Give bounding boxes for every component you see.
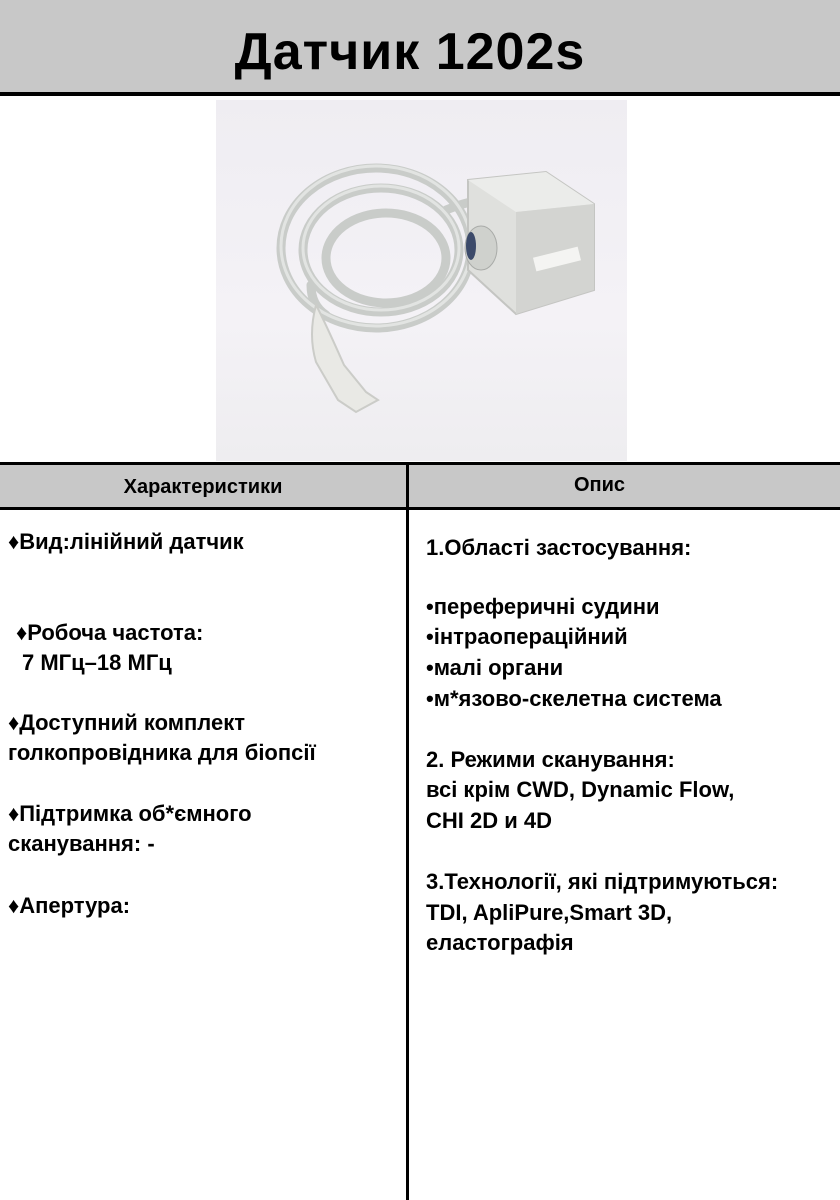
spec-frequency-value: 7 МГц–18 МГц — [22, 650, 172, 675]
header-description: Опис — [573, 474, 626, 496]
spec-volume-line1: ♦Підтримка об*ємного — [8, 801, 252, 826]
ultrasound-probe-image — [216, 100, 627, 461]
spec-frequency-label: ♦Робоча частота: — [16, 620, 204, 645]
areas-title: 1.Області застосування: — [426, 535, 692, 560]
page-title: Датчик 1202s — [234, 23, 586, 81]
area-item: •переферичні судини — [426, 594, 660, 619]
modes-line2: CHI 2D и 4D — [426, 808, 552, 833]
column-divider — [406, 462, 409, 1200]
modes-title: 2. Режими сканування: — [426, 747, 675, 772]
area-item: •малі органи — [426, 655, 564, 680]
spec-volume-line2: сканування: - — [8, 831, 155, 856]
probe-illustration — [216, 100, 627, 461]
area-item: •м*язово-скелетна система — [426, 686, 722, 711]
header-characteristics: Характеристики — [123, 476, 283, 498]
area-item: •інтраопераційний — [426, 624, 628, 649]
tech-title: 3.Технології, які підтримуються: — [426, 869, 779, 894]
spec-aperture: ♦Апертура: — [8, 893, 131, 918]
modes-line1: всі крім CWD, Dynamic Flow, — [426, 777, 735, 802]
tech-line2: еластографія — [426, 930, 574, 955]
tech-line1: TDI, ApliPure,Smart 3D, — [426, 900, 673, 925]
spec-biopsy-line1: ♦Доступний комплект — [8, 710, 245, 735]
spec-biopsy-line2: голкопровідника для біопсії — [8, 740, 316, 765]
spec-type: ♦Вид:лінійний датчик — [8, 529, 244, 554]
